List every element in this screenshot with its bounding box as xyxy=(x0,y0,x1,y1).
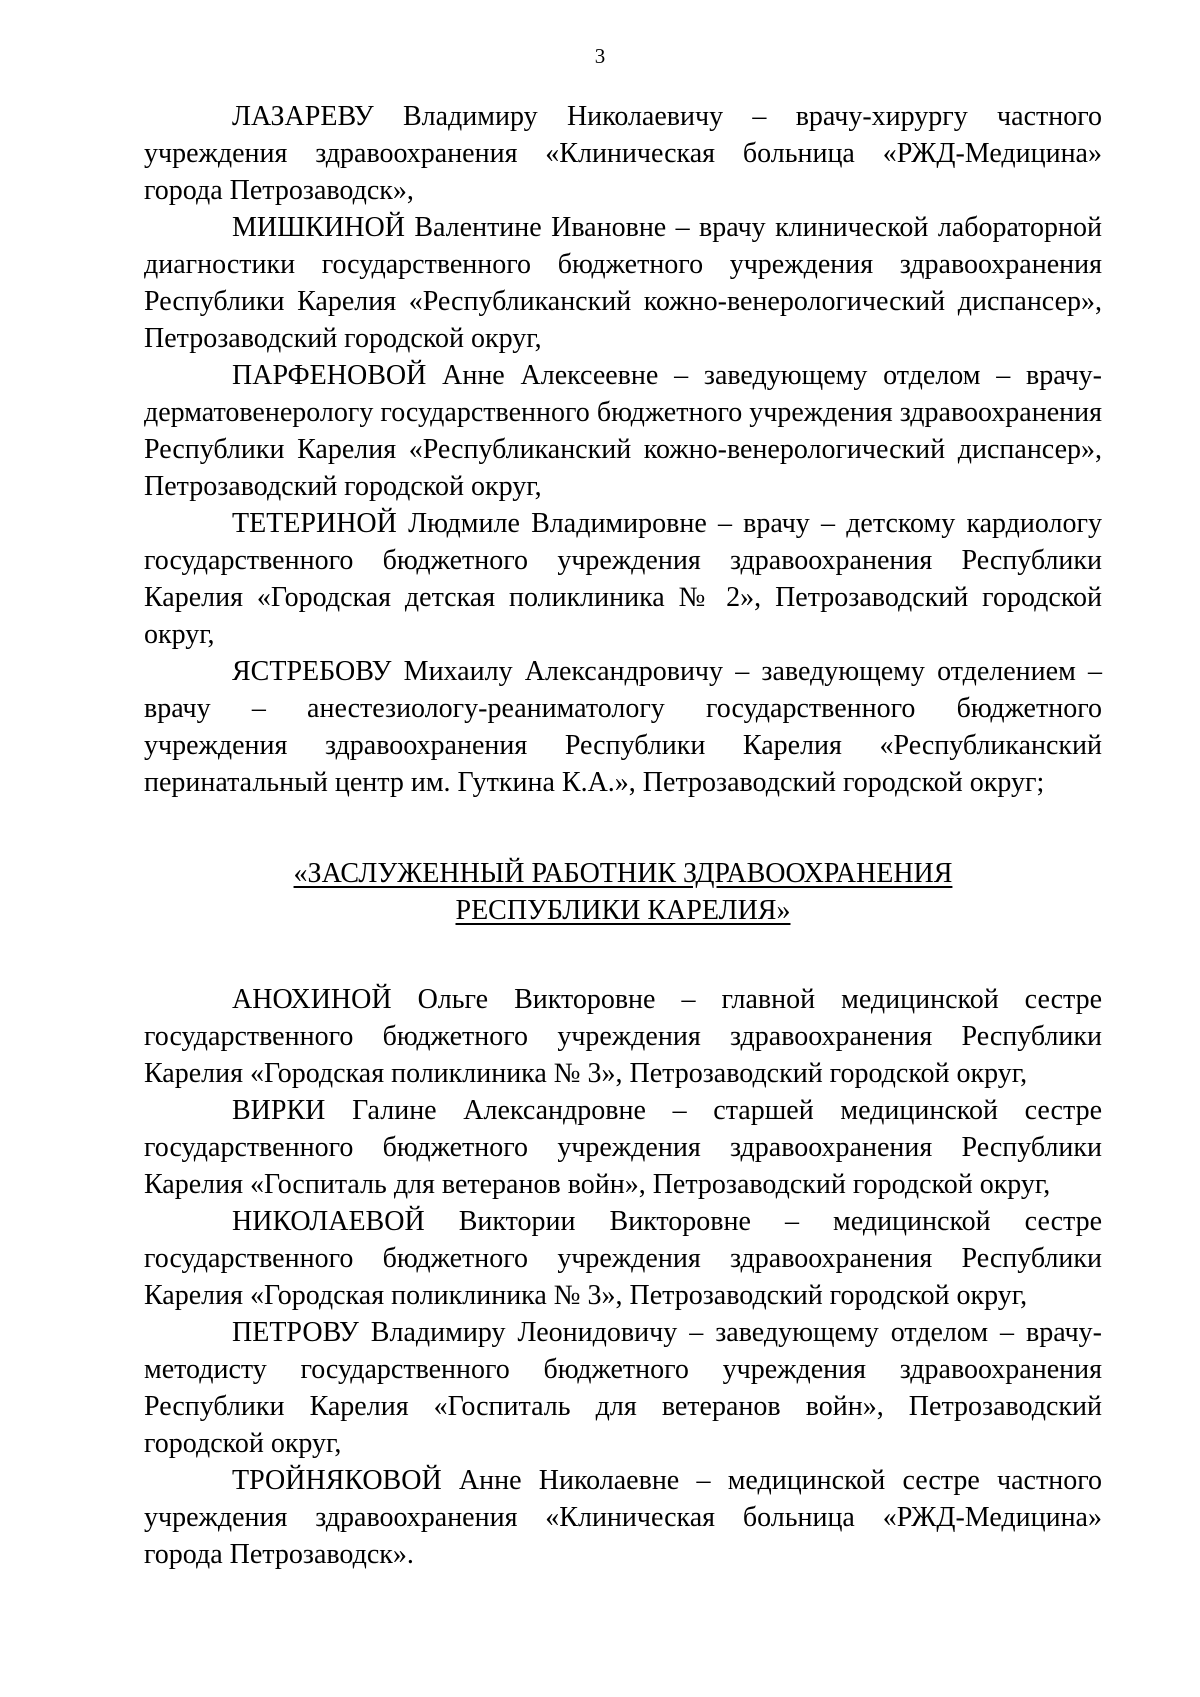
page-number: 3 xyxy=(594,44,606,68)
award-entry-anokhina: АНОХИНОЙ Ольге Викторовне – главной медицинской сестре государственного бюджетного учреждения здравоохранения Республики Карелия «Городская поликлиника № 3», Петрозаводский городской округ, xyxy=(144,984,1102,1089)
award-entry-teterina: ТЕТЕРИНОЙ Людмиле Владимировне – врачу – детскому кардиологу государственного бюджетного учреждения здравоохранения Республики Карелия «Городская детская поликлиника № 2», Петрозаводский городской округ, xyxy=(144,508,1102,650)
award-entry-nikolaeva: НИКОЛАЕВОЙ Виктории Викторовне – медицинской сестре государственного бюджетного учреждения здравоохранения Республики Карелия «Городская поликлиника № 3», Петрозаводский городской округ, xyxy=(144,1206,1102,1311)
section-title-line-1: «ЗАСЛУЖЕННЫЙ РАБОТНИК ЗДРАВООХРАНЕНИЯ xyxy=(293,858,953,889)
section-title-line-2: РЕСПУБЛИКИ КАРЕЛИЯ» xyxy=(455,895,791,926)
award-entry-troynyakova: ТРОЙНЯКОВОЙ Анне Николаевне – медицинской сестре частного учреждения здравоохранения «Клиническая больница «РЖД-Медицина» города Петрозаводск». xyxy=(144,1465,1102,1570)
award-entry-mishkina: МИШКИНОЙ Валентине Ивановне – врачу клинической лабораторной диагностики государственного бюджетного учреждения здравоохранения Республики Карелия «Республиканский кожно-венерологический диспансер», Петрозаводский городской округ, xyxy=(144,212,1102,354)
award-entry-parfenova: ПАРФЕНОВОЙ Анне Алексеевне – заведующему отделом – врачу-дерматовенерологу государственного бюджетного учреждения здравоохранения Республики Карелия «Республиканский кожно-венерологический диспансер», Петрозаводский городской округ, xyxy=(144,360,1102,502)
section-title-honored-worker xyxy=(144,855,1102,929)
document-body xyxy=(144,98,1102,1573)
award-entry-lazarev: ЛАЗАРЕВУ Владимиру Николаевичу – врачу-хирургу частного учреждения здравоохранения «Клиническая больница «РЖД-Медицина» города Петрозаводск», xyxy=(144,101,1102,206)
award-entry-yastrebov: ЯСТРЕБОВУ Михаилу Александровичу – заведующему отделением – врачу – анестезиологу-реаниматологу государственного бюджетного учреждения здравоохранения Республики Карелия «Республиканский перинатальный центр им. Гуткина К.А.», Петрозаводский городской округ; xyxy=(144,656,1102,798)
award-entry-petrov: ПЕТРОВУ Владимиру Леонидовичу – заведующему отделом – врачу-методисту государственного бюджетного учреждения здравоохранения Республики Карелия «Госпиталь для ветеранов войн», Петрозаводский городской округ, xyxy=(144,1317,1102,1459)
award-entry-virki: ВИРКИ Галине Александровне – старшей медицинской сестре государственного бюджетного учреждения здравоохранения Республики Карелия «Госпиталь для ветеранов войн», Петрозаводский городской округ, xyxy=(144,1095,1102,1200)
